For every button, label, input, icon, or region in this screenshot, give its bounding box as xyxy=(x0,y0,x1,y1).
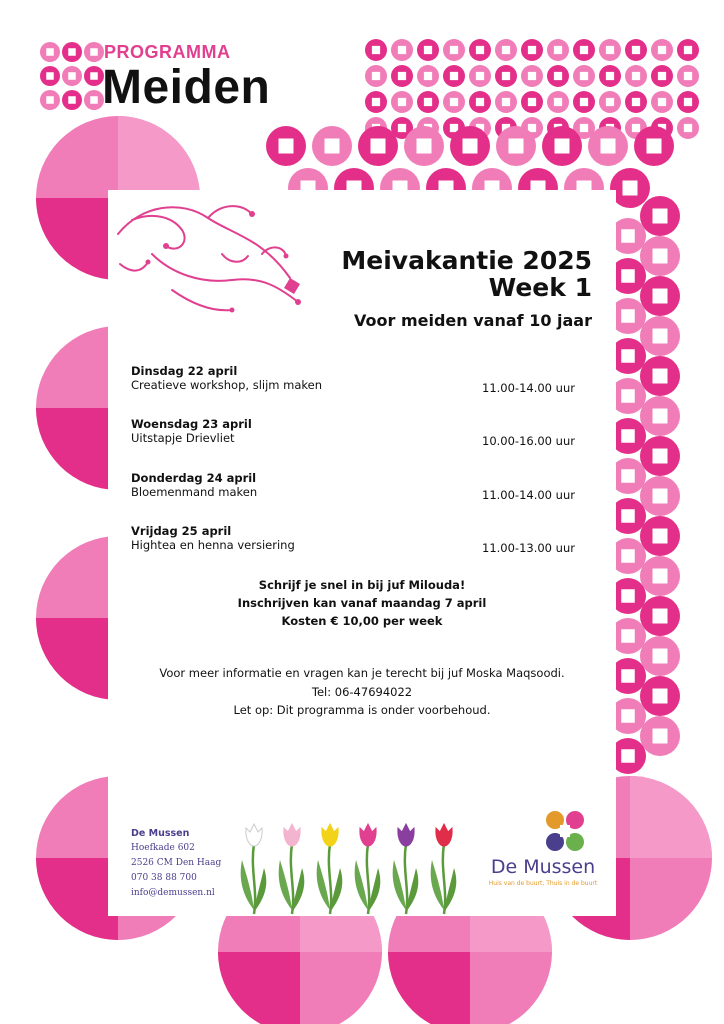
day-label: Dinsdag 22 april xyxy=(131,364,238,378)
swirl-ornament-icon xyxy=(112,194,308,326)
activity-label: Bloemenmand maken xyxy=(131,485,258,499)
decor-dot xyxy=(391,91,413,113)
decor-dot xyxy=(266,126,306,166)
activity-label: Hightea en henna versiering xyxy=(131,538,295,552)
tulip xyxy=(241,824,267,914)
tulips-icon xyxy=(236,820,466,916)
decor-dot xyxy=(443,65,465,87)
decor-dot xyxy=(634,126,674,166)
disclaimer-line: Let op: Dit programma is onder voorbehoud. xyxy=(233,703,491,717)
event-subtitle: Voor meiden vanaf 10 jaar xyxy=(354,311,592,330)
address-phone: 070 38 88 700 xyxy=(131,873,197,883)
signup-line: Inschrijven kan vanaf maandag 7 april xyxy=(237,596,487,610)
decor-dot xyxy=(443,91,465,113)
list-item xyxy=(131,417,252,445)
list-item xyxy=(131,471,257,499)
decor-dot xyxy=(640,556,680,596)
day-label: Woensdag 23 april xyxy=(131,417,252,431)
decor-dot xyxy=(640,676,680,716)
list-item xyxy=(131,524,295,552)
time-label: 11.00-13.00 uur xyxy=(482,541,575,555)
tulip xyxy=(431,824,457,914)
decor-dot xyxy=(404,126,444,166)
time-label: 11.00-14.00 uur xyxy=(482,381,575,395)
tulip xyxy=(393,824,419,914)
decor-dot xyxy=(40,90,60,110)
address-email: info@demussen.nl xyxy=(131,888,215,898)
decor-dot xyxy=(677,39,699,61)
decor-dot xyxy=(450,126,490,166)
logo-tagline: Huis van de buurt, Thuis in de buurt xyxy=(488,880,598,887)
decor-dot xyxy=(640,436,680,476)
decor-dot xyxy=(365,65,387,87)
decor-dot xyxy=(358,126,398,166)
decor-dot xyxy=(547,39,569,61)
list-item xyxy=(131,364,322,392)
phone-line: Tel: 06-47694022 xyxy=(311,685,413,699)
decor-dot xyxy=(640,276,680,316)
decor-dot xyxy=(496,126,536,166)
decor-dot xyxy=(365,39,387,61)
decor-dot xyxy=(417,39,439,61)
logo-name: De Mussen xyxy=(490,856,596,878)
decor-dot xyxy=(62,90,82,110)
event-week: Week 1 xyxy=(488,273,592,302)
decor-dot xyxy=(469,39,491,61)
header-label: PROGRAMMA xyxy=(104,42,231,62)
decor-dot xyxy=(417,91,439,113)
address-block xyxy=(131,826,221,901)
activity-label: Uitstapje Drievliet xyxy=(131,431,235,445)
decor-dot xyxy=(599,65,621,87)
time-label: 11.00-14.00 uur xyxy=(482,488,575,502)
decor-dot xyxy=(573,39,595,61)
decor-dot xyxy=(469,65,491,87)
decor-dot xyxy=(495,91,517,113)
decor-dot xyxy=(651,65,673,87)
decor-dot xyxy=(588,126,628,166)
decor-dot xyxy=(625,91,647,113)
decor-dot xyxy=(677,91,699,113)
decor-dot xyxy=(417,65,439,87)
decor-dot xyxy=(640,516,680,556)
address-street: Hoefkade 602 xyxy=(131,843,195,853)
header-title: Meiden xyxy=(102,61,271,114)
tulip xyxy=(355,824,381,914)
decor-dot xyxy=(547,91,569,113)
decor-dot xyxy=(573,65,595,87)
decor-dot xyxy=(625,39,647,61)
decor-dot xyxy=(640,356,680,396)
decor-dot xyxy=(610,168,650,208)
info-line: Voor meer informatie en vragen kan je terecht bij juf Moska Maqsoodi. xyxy=(159,666,565,680)
decor-dot xyxy=(84,90,104,110)
decor-dot xyxy=(677,117,699,139)
decor-dot xyxy=(84,42,104,62)
decor-dot xyxy=(640,716,680,756)
decor-dot xyxy=(542,126,582,166)
decor-dot xyxy=(40,66,60,86)
decor-dot xyxy=(651,39,673,61)
decor-dot xyxy=(640,316,680,356)
decor-dot xyxy=(62,66,82,86)
decor-dot xyxy=(640,636,680,676)
decor-dot xyxy=(365,91,387,113)
decor-dot xyxy=(640,596,680,636)
decor-dot xyxy=(312,126,352,166)
cost-line: Kosten € 10,00 per week xyxy=(281,614,443,628)
decor-dot xyxy=(443,39,465,61)
event-title: Meivakantie 2025 xyxy=(341,246,592,275)
decor-dot xyxy=(84,66,104,86)
decor-dot xyxy=(677,65,699,87)
decor-dot xyxy=(640,476,680,516)
signup-line: Schrijf je snel in bij juf Milouda! xyxy=(258,578,466,592)
decor-dot xyxy=(521,91,543,113)
day-label: Donderdag 24 april xyxy=(131,471,257,485)
decor-dot xyxy=(640,236,680,276)
decor-dot xyxy=(495,65,517,87)
time-label: 10.00-16.00 uur xyxy=(482,434,575,448)
decor-dot xyxy=(599,39,621,61)
decor-dot xyxy=(640,396,680,436)
decor-dot xyxy=(651,91,673,113)
decor-dot xyxy=(625,65,647,87)
decor-dot xyxy=(40,42,60,62)
decor-dot xyxy=(599,91,621,113)
tulip xyxy=(317,824,343,914)
address-city: 2526 CM Den Haag xyxy=(131,858,222,868)
address-org: De Mussen xyxy=(131,828,190,839)
decor-dot xyxy=(495,39,517,61)
decor-dot xyxy=(521,65,543,87)
tulip xyxy=(279,824,305,914)
day-label: Vrijdag 25 april xyxy=(131,524,232,538)
decor-dot xyxy=(391,65,413,87)
decor-dot xyxy=(640,196,680,236)
decor-dot xyxy=(521,39,543,61)
activity-label: Creatieve workshop, slijm maken xyxy=(131,378,322,392)
decor-dot xyxy=(62,42,82,62)
decor-dot xyxy=(469,91,491,113)
de-mussen-logo-icon xyxy=(537,806,593,856)
decor-dot xyxy=(391,39,413,61)
decor-dot xyxy=(573,91,595,113)
decor-dot xyxy=(547,65,569,87)
